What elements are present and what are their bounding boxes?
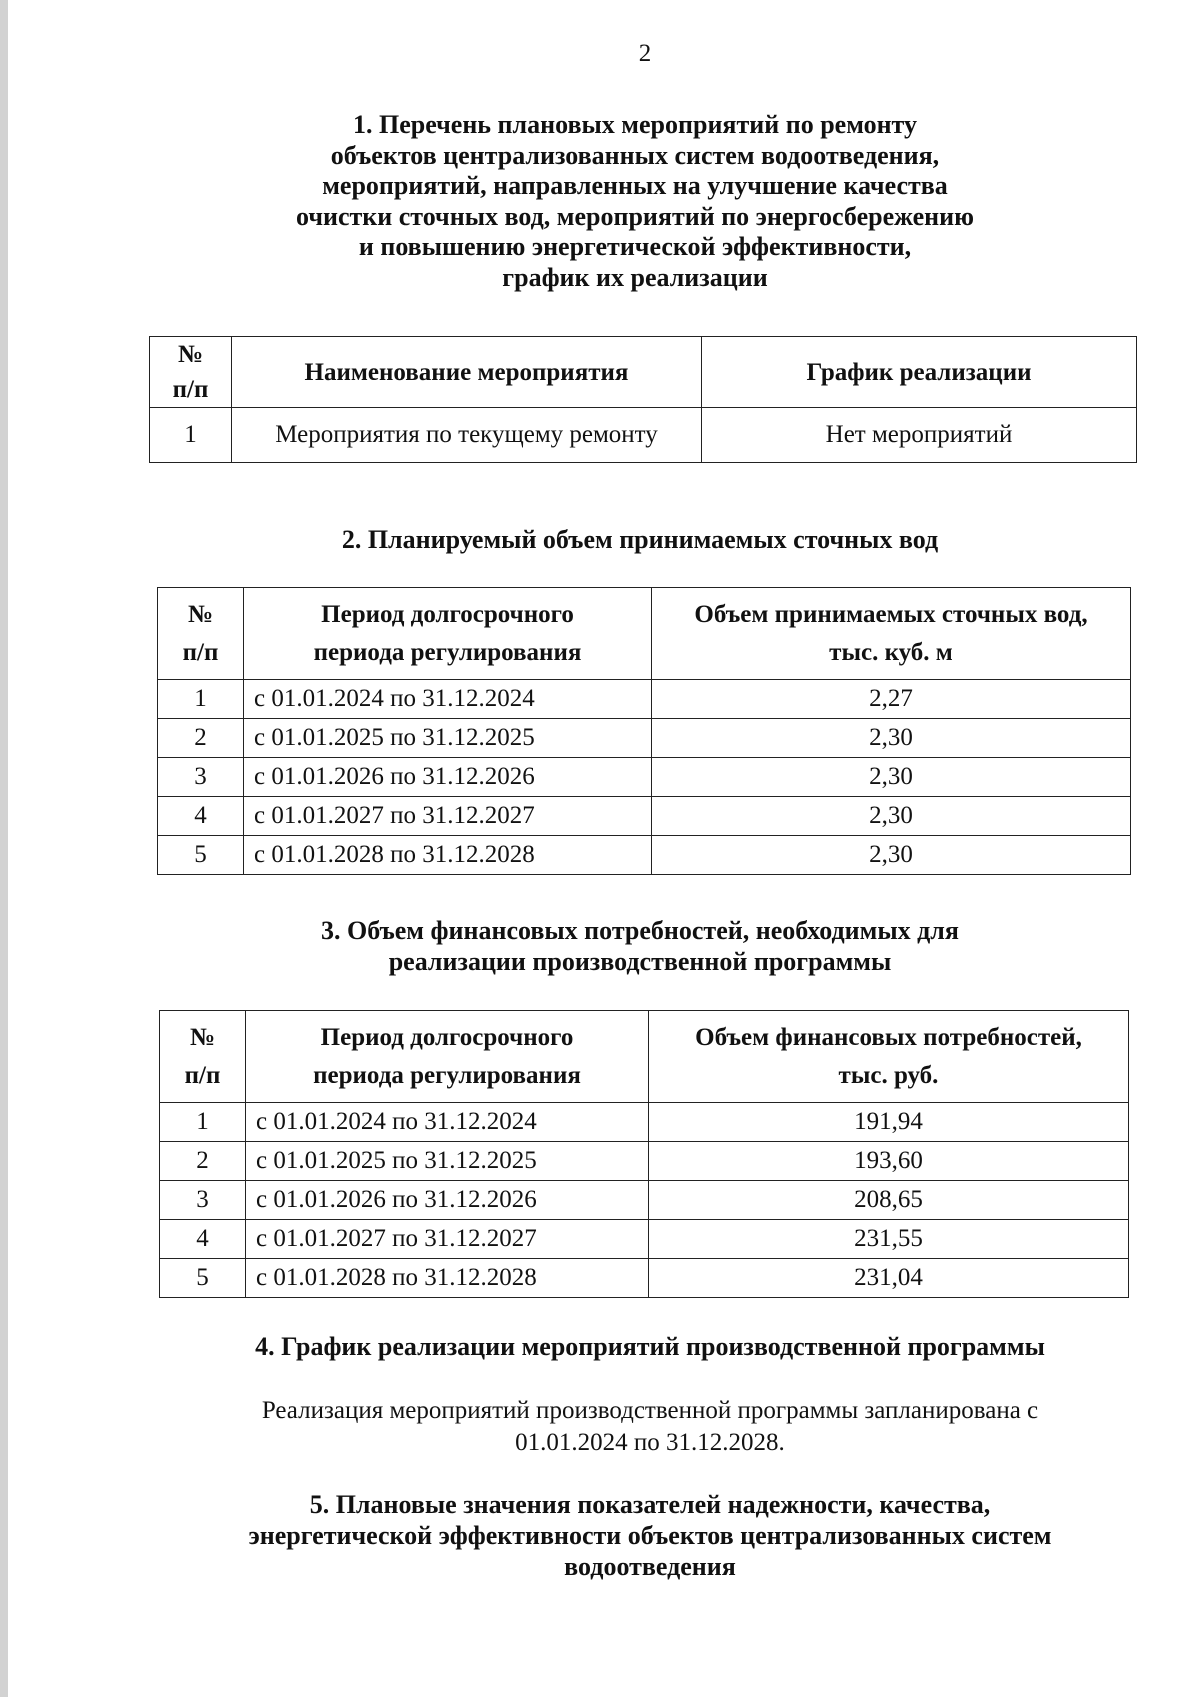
header-financial-needs: Объем финансовых потребностей, тыс. руб. [649, 1011, 1129, 1103]
cell-amount: 191,94 [649, 1103, 1129, 1142]
table-row [158, 797, 1131, 836]
cell-schedule: Нет мероприятий [702, 408, 1137, 463]
cell-number: 3 [158, 758, 244, 797]
cell-number: 1 [160, 1103, 246, 1142]
cell-period: с 01.01.2027 по 31.12.2027 [244, 797, 652, 836]
cell-period: с 01.01.2028 по 31.12.2028 [246, 1259, 649, 1298]
table-row [160, 1181, 1129, 1220]
cell-period: с 01.01.2026 по 31.12.2026 [244, 758, 652, 797]
cell-number: 5 [160, 1259, 246, 1298]
header-period: Период долгосрочного периода регулирования [246, 1011, 649, 1103]
table-row [158, 836, 1131, 875]
cell-period: с 01.01.2024 по 31.12.2024 [244, 680, 652, 719]
wastewater-volume-table [157, 587, 1131, 875]
cell-amount: 231,55 [649, 1220, 1129, 1259]
table-row [160, 1103, 1129, 1142]
table-row [160, 1220, 1129, 1259]
header-number: № п/п [150, 337, 232, 408]
cell-activity: Мероприятия по текущему ремонту [232, 408, 702, 463]
table-row [158, 680, 1131, 719]
header-number: № п/п [158, 588, 244, 680]
cell-volume: 2,30 [652, 719, 1131, 758]
section-1-title: 1. Перечень плановых мероприятий по ремонту объектов централизованных систем водоотведения, мероприятий, направленных на улучшение качества очистки сточных вод, мероприятий по энергосбережению и повышению энергетической эффективности, график их реализации [296, 110, 974, 292]
cell-number: 4 [158, 797, 244, 836]
header-volume: Объем принимаемых сточных вод, тыс. куб. м [652, 588, 1131, 680]
cell-period: с 01.01.2028 по 31.12.2028 [244, 836, 652, 875]
header-period: Период долгосрочного периода регулирования [244, 588, 652, 680]
cell-number: 3 [160, 1181, 246, 1220]
cell-period: с 01.01.2027 по 31.12.2027 [246, 1220, 649, 1259]
cell-period: с 01.01.2025 по 31.12.2025 [246, 1142, 649, 1181]
section-5-title: 5. Плановые значения показателей надежности, качества, энергетической эффективности объектов централизованных систем водоотведения [248, 1490, 1052, 1581]
cell-number: 4 [160, 1220, 246, 1259]
cell-volume: 2,30 [652, 797, 1131, 836]
cell-number: 1 [150, 408, 232, 463]
header-activity-name: Наименование мероприятия [232, 337, 702, 408]
section-3-title: 3. Объем финансовых потребностей, необходимых для реализации производственной программы [321, 916, 959, 976]
cell-amount: 231,04 [649, 1259, 1129, 1298]
table-row [160, 1259, 1129, 1298]
section-4-text: Реализация мероприятий производственной программы запланирована с 01.01.2024 по 31.12.2028. [261, 1397, 1039, 1456]
cell-amount: 208,65 [649, 1181, 1129, 1220]
cell-volume: 2,30 [652, 836, 1131, 875]
page-number: 2 [638, 40, 652, 67]
cell-number: 2 [158, 719, 244, 758]
repair-activities-table [149, 336, 1137, 463]
table-row [158, 758, 1131, 797]
cell-period: с 01.01.2026 по 31.12.2026 [246, 1181, 649, 1220]
cell-amount: 193,60 [649, 1142, 1129, 1181]
section-2-title: 2. Планируемый объем принимаемых сточных вод [341, 525, 939, 554]
table-header-row [158, 588, 1131, 680]
table-row [150, 408, 1137, 463]
cell-period: с 01.01.2025 по 31.12.2025 [244, 719, 652, 758]
cell-period: с 01.01.2024 по 31.12.2024 [246, 1103, 649, 1142]
cell-volume: 2,27 [652, 680, 1131, 719]
header-schedule: График реализации [702, 337, 1137, 408]
cell-number: 5 [158, 836, 244, 875]
scan-edge [0, 0, 8, 1697]
header-number: № п/п [160, 1011, 246, 1103]
table-header-row [160, 1011, 1129, 1103]
cell-number: 1 [158, 680, 244, 719]
table-row [158, 719, 1131, 758]
table-header-row [150, 337, 1137, 408]
financial-needs-table [159, 1010, 1129, 1298]
cell-number: 2 [160, 1142, 246, 1181]
cell-volume: 2,30 [652, 758, 1131, 797]
section-4-title: 4. График реализации мероприятий производственной программы [255, 1332, 1045, 1361]
table-row [160, 1142, 1129, 1181]
